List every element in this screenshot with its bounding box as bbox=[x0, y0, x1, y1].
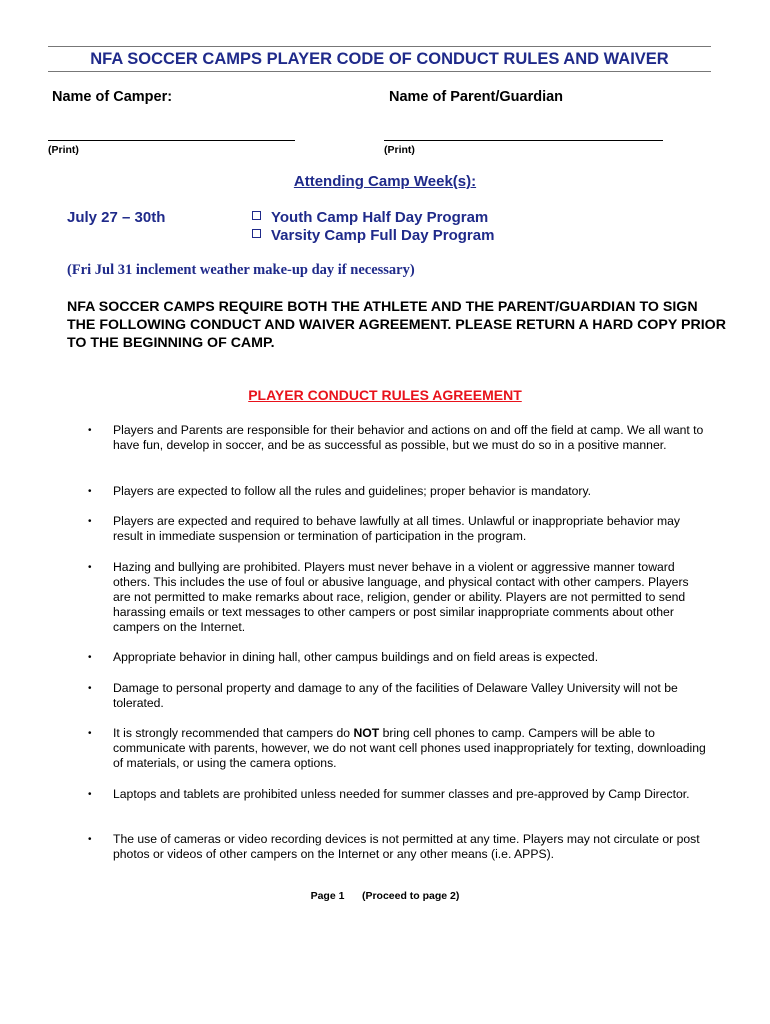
option-varsity-full-day[interactable] bbox=[252, 227, 494, 244]
top-rule bbox=[48, 46, 711, 47]
rule-text: The use of cameras or video recording devices is not permitted at any time. Players may not circulate or post photos or videos of other campers on the Internet or any other means (i.e. APPS). bbox=[113, 832, 700, 861]
youth-checkbox[interactable] bbox=[252, 211, 261, 220]
guardian-print-hint: (Print) bbox=[384, 144, 415, 156]
phones-rule-emphasis: NOT bbox=[353, 726, 380, 740]
rule-text: Laptops and tablets are prohibited unless needed for summer classes and pre-approved by Camp Director. bbox=[113, 787, 690, 801]
rule-text: Players and Parents are responsible for their behavior and actions on and off the field at camp. We all want to have fun, develop in soccer, and be as successful as possible, but we must do so in a positive manner. bbox=[113, 423, 704, 452]
page-number: Page 1 bbox=[310, 890, 345, 902]
bullet: • bbox=[88, 516, 92, 527]
varsity-option-label: Varsity Camp Full Day Program bbox=[271, 227, 495, 244]
guardian-name-label: Name of Parent/Guardian bbox=[389, 89, 564, 105]
title-underline bbox=[48, 71, 711, 72]
bullet: • bbox=[88, 789, 92, 800]
page-title: NFA SOCCER CAMPS PLAYER CODE OF CONDUCT RULES AND WAIVER bbox=[90, 50, 669, 68]
bullet: • bbox=[88, 652, 92, 663]
guardian-name-line[interactable] bbox=[384, 140, 663, 141]
rule-text: Damage to personal property and damage to any of the facilities of Delaware Valley University will not be tolerated. bbox=[113, 681, 678, 710]
camp-dates: July 27 – 30th bbox=[67, 209, 166, 226]
bullet: • bbox=[88, 562, 92, 573]
rule-text: Players are expected and required to behave lawfully at all times. Unlawful or inappropriate behavior may result in immediate suspension or termination of participation in the program. bbox=[113, 514, 681, 543]
bullet: • bbox=[88, 728, 92, 739]
rule-text bbox=[113, 726, 708, 771]
signature-notice: NFA SOCCER CAMPS REQUIRE BOTH THE ATHLETE AND THE PARENT/GUARDIAN TO SIGN THE FOLLOWING CONDUCT AND WAIVER AGREEMENT. PLEASE RETURN A HARD COPY PRIOR TO THE BEGINNING OF CAMP. bbox=[67, 299, 726, 351]
proceed-note: (Proceed to page 2) bbox=[361, 890, 460, 902]
rule-text: Appropriate behavior in dining hall, other campus buildings and on field areas is expected. bbox=[113, 650, 599, 664]
bullet: • bbox=[88, 683, 92, 694]
makeup-day-note: (Fri Jul 31 inclement weather make-up day if necessary) bbox=[67, 262, 415, 278]
page-footer bbox=[0, 890, 770, 902]
bullet: • bbox=[88, 834, 92, 845]
rule-text: Hazing and bullying are prohibited. Players must never behave in a violent or aggressive manner toward others. This includes the use of foul or abusive language, and physical contact with other campers. Players are not permitted to make remarks about race, religion, gender or ability. Players are not permitted to send harassing emails or text messages to other campers or post similar inappropriate comments about other campers on the Internet. bbox=[113, 560, 689, 634]
varsity-checkbox[interactable] bbox=[252, 229, 261, 238]
conduct-rules-heading: PLAYER CONDUCT RULES AGREEMENT bbox=[248, 387, 522, 403]
phones-rule-before: It is strongly recommended that campers do bbox=[113, 726, 354, 740]
camp-weeks-heading: Attending Camp Week(s): bbox=[293, 173, 477, 190]
option-youth-half-day[interactable] bbox=[252, 209, 488, 226]
rule-text: Players are expected to follow all the rules and guidelines; proper behavior is mandatory. bbox=[113, 484, 592, 498]
phones-rule-after: bring cell phones to camp. Campers will be able to communicate with parents, however, we do not want cell phones used inappropriately for texting, downloading of materials, or using the camera options. bbox=[113, 726, 706, 770]
bullet: • bbox=[88, 425, 92, 436]
camper-name-line[interactable] bbox=[48, 140, 295, 141]
bullet: • bbox=[88, 486, 92, 497]
youth-option-label: Youth Camp Half Day Program bbox=[271, 209, 489, 226]
camper-print-hint: (Print) bbox=[48, 144, 79, 156]
camper-name-label: Name of Camper: bbox=[52, 89, 173, 105]
